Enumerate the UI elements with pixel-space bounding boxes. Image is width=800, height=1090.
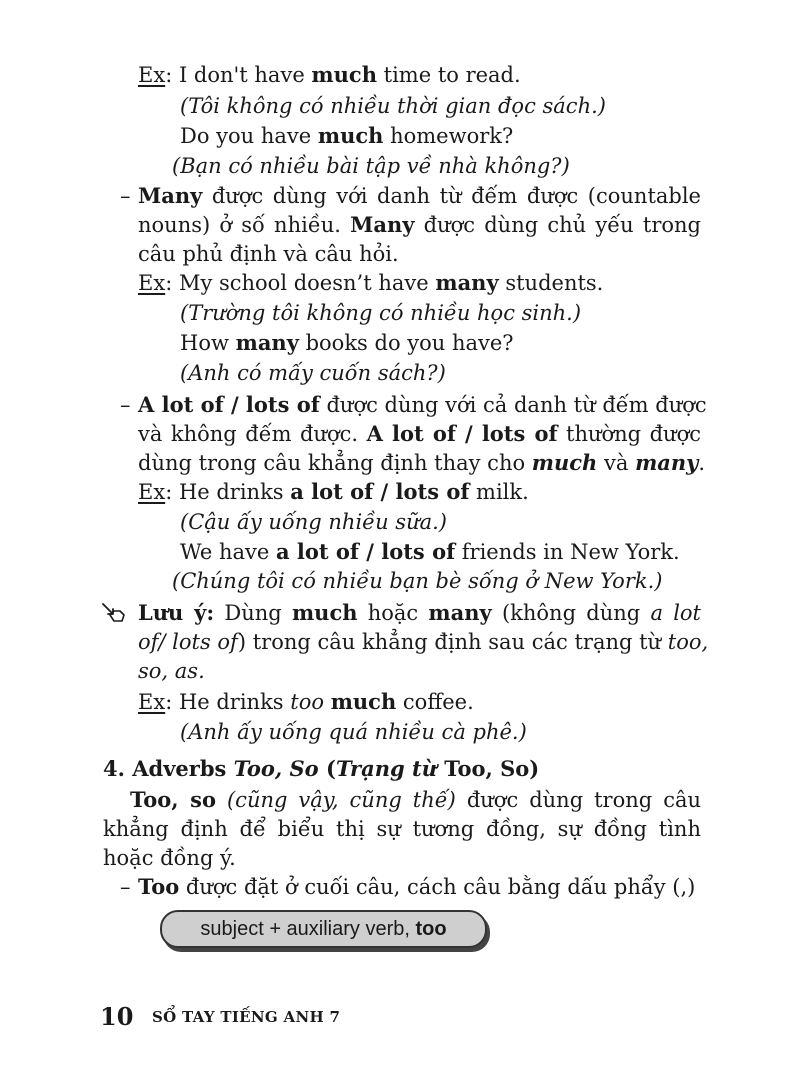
paragraph-line: A lot of / lots of được dùng với cả danh từ đếm được [138,392,707,417]
example-line: Ex: My school doesn’t have many students. [138,270,604,295]
example-translation: (Bạn có nhiều bài tập về nhà không?) [172,154,570,178]
example-translation: (Trường tôi không có nhiều học sinh.) [180,301,582,325]
paragraph-line: khẳng định để biểu thị sự tương đồng, sự đồng tình [103,817,701,841]
example-line: We have a lot of / lots of friends in New York. [180,539,680,564]
note-line: so, as. [138,659,205,683]
ex-label: Ex [138,480,166,504]
book-title: SỔ TAY TIẾNG ANH 7 [152,1008,341,1026]
paragraph-line: câu phủ định và câu hỏi. [138,242,399,266]
example-translation: (Anh ấy uống quá nhiều cà phê.) [180,720,527,744]
page-number: 10 [100,1002,134,1031]
example-line: Do you have much homework? [180,123,514,148]
example-translation: (Tôi không có nhiều thời gian đọc sách.) [180,94,606,118]
example-translation: (Chúng tôi có nhiều bạn bè sống ở New York.) [172,569,663,593]
example-translation: (Anh có mấy cuốn sách?) [180,361,446,385]
example-line: How many books do you have? [180,330,514,355]
paragraph-line: Too, so (cũng vậy, cũng thế) được dùng trong câu [130,787,701,812]
example-line: Ex: He drinks a lot of / lots of milk. [138,479,529,504]
note-line: Lưu ý: Dùng much hoặc many (không dùng a lot [138,600,701,625]
section-heading: 4. Adverbs Too, So (Trạng từ Too, So) [103,756,540,781]
example-line: Ex: He drinks too much coffee. [138,689,474,714]
ex-label: Ex [138,63,166,87]
bullet-dash: – [120,393,131,417]
paragraph-line: Too được đặt ở cuối câu, cách câu bằng dấu phẩy (,) [138,874,696,899]
paragraph-line: Many được dùng với danh từ đếm được (countable [138,183,701,208]
note-line: of/ lots of) trong câu khẳng định sau các trạng từ too, [138,630,709,654]
example-translation: (Cậu ấy uống nhiều sữa.) [180,510,447,534]
formula-box: subject + auxiliary verb, too [160,910,487,948]
bullet-dash: – [120,184,131,208]
ex-label: Ex [138,690,166,714]
ex-label: Ex [138,271,166,295]
paragraph-line: hoặc đồng ý. [103,846,236,870]
example-line: Ex: I don't have much time to read. [138,62,521,87]
bullet-dash: – [120,875,131,899]
paragraph-line: dùng trong câu khẳng định thay cho much và many. [138,450,706,475]
paragraph-line: nouns) ở số nhiều. Many được dùng chủ yếu trong [138,212,701,237]
paragraph-line: và không đếm được. A lot of / lots of thường được [138,421,701,446]
hand-pointing-icon [100,601,126,625]
